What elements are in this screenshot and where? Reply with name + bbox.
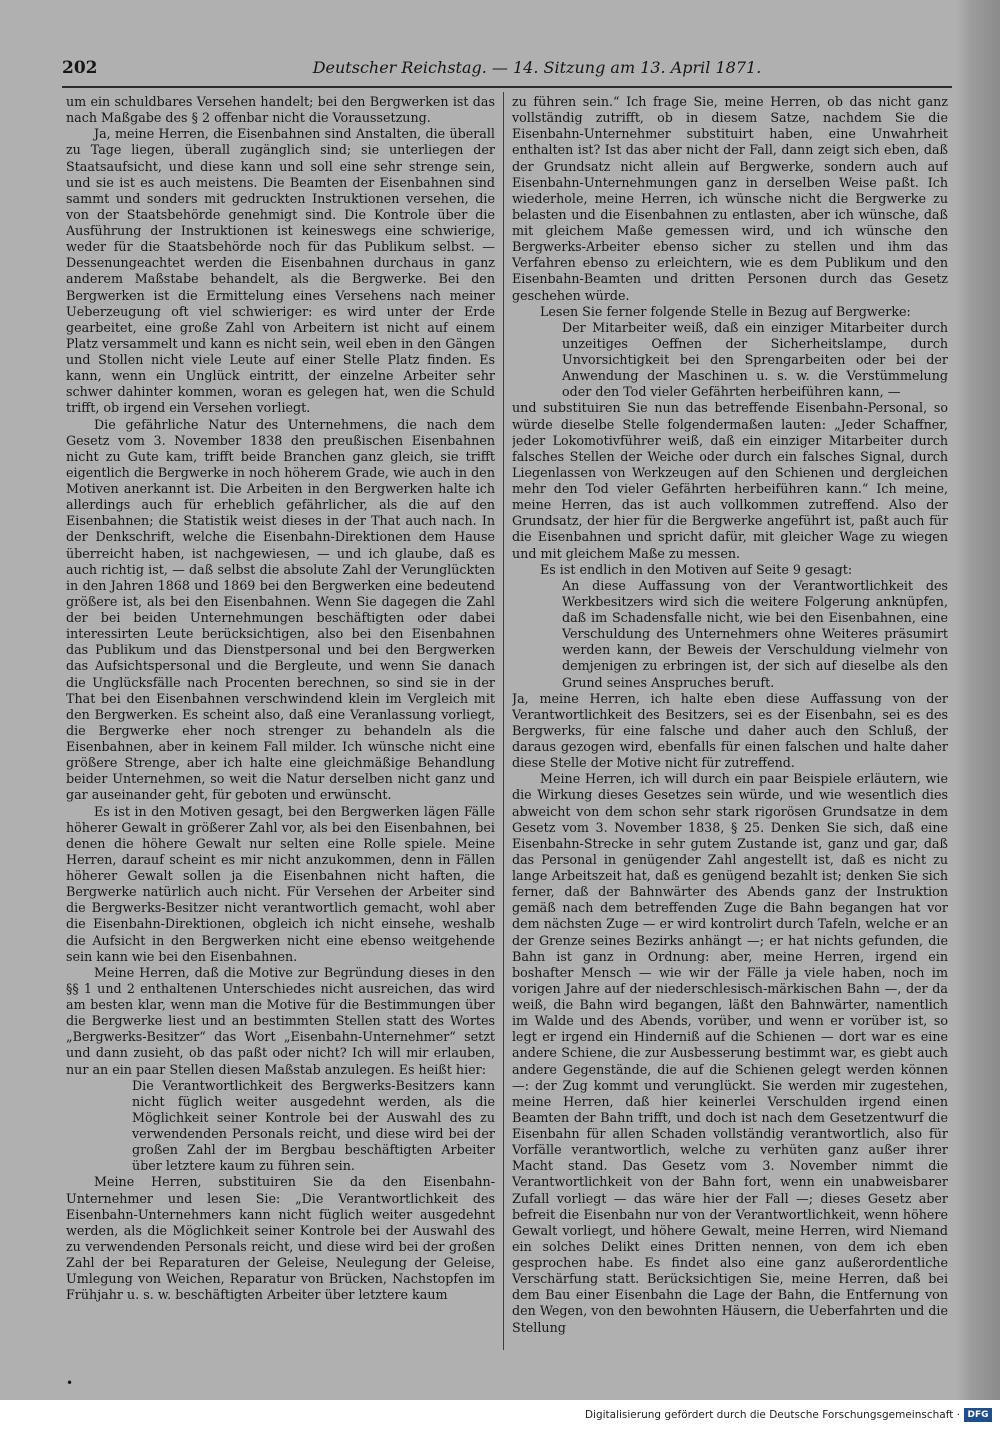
paragraph: und substituiren Sie nun das betreffende Eisenbahn-Personal, so würde dieselbe Stelle folgendermaßen lauten: „Jeder Schaffner, jeder Lokomotivführer weiß, daß ein einziger Mitarbeiter durch falsches Stellen der Weiche oder durch ein falsches Signal, durch Liegenlassen von Werkzeugen auf den Schienen und dergleichen mehr den Tod vieler Gefährten herbeiführen kann.“ Ich meine, meine Herren, das ist auch vollkommen zutreffend. Also der Grundsatz, der hier für die Bergwerke angeführt ist, paßt auch für die Eisenbahnen und spricht dafür, mit gleicher Wage zu wiegen und mit gleichem Maße zu messen. bbox=[512, 400, 948, 561]
quoted-passage: Der Mitarbeiter weiß, daß ein einziger Mitarbeiter durch unzeitiges Oeffnen der Sicherheitslampe, durch Unvorsichtigkeit bei den Sprengarbeiten oder bei der Anwendung der Maschinen u. s. w. die Verstümmelung oder den Tod vieler Gefährten herbeiführen kann, — bbox=[562, 319, 948, 400]
paragraph: Ja, meine Herren, die Eisenbahnen sind Anstalten, die überall zu Tage liegen, überall zugänglich sind; sie unterliegen der Staatsaufsicht, und diese kann und soll eine sehr strenge sein, und sie ist es auch meistens. Die Beamten der Eisenbahnen sind sammt und sonders mit gedruckten Instruktionen versehen, die von der Staatsbehörde genehmigt sind. Die Kontrole über die Ausführung der Instruktionen ist keineswegs eine schwierige, weder für die Staatsbehörde noch für das Publikum selbst. — Dessenungeachtet werden die Eisenbahnen durchaus in ganz anderem Maßstabe behandelt, als die Bergwerke. Bei den Bergwerken ist die Ermittelung eines Versehens nach meiner Ueberzeugung oft viel schwieriger: es wird unter der Erde gearbeitet, eine große Zahl von Arbeitern ist nicht auf einem Platz versammelt und kann es nicht sein, weil eben in den Gängen und Stollen nicht viele Leute auf einer Stelle Platz finden. Es kann, wenn ein Unglück eintritt, der einzelne Arbeiter sehr schwer dahinter kommen, woran es gelegen hat, wen die Schuld trifft, ob irgend ein Versehen vorliegt. bbox=[66, 126, 495, 416]
dfg-credit: Digitalisierung gefördert durch die Deutsche Forschungsgemeinschaft · bbox=[584, 1409, 960, 1421]
dfg-logo: DFG bbox=[964, 1408, 992, 1422]
paragraph: um ein schuldbares Versehen handelt; bei den Bergwerken ist das nach Maßgabe des § 2 offenbar nicht die Voraussetzung. bbox=[66, 94, 495, 126]
paragraph: Meine Herren, daß die Motive zur Begründung dieses in den §§ 1 und 2 enthaltenen Unterschiedes nicht ausreichen, das wird am besten klar, wenn man die Motive für die Bestimmungen über die Bergwerke liest und an bestimmten Stellen statt des Wortes „Bergwerks-Besitzer“ das Wort „Eisenbahn-Unternehmer“ setzt und dann zusieht, ob das paßt oder nicht? Ich will mir erlauben, nur an ein paar Stellen diesen Maßstab anzulegen. Es heißt hier: bbox=[66, 964, 495, 1077]
quoted-passage: An diese Auffassung von der Verantwortlichkeit des Werkbesitzers wird sich die weitere Folgerung anknüpfen, daß im Schadensfalle nicht, wie bei den Eisenbahnen, eine Verschuldung des Unternehmers ohne Weiteres präsumirt werden kann, der Beweis der Verschuldung vielmehr von demjenigen zu erbringen ist, der sich auf dieselbe als den Grund seines Anspruches beruft. bbox=[562, 577, 948, 690]
header-rule bbox=[62, 86, 952, 88]
page-header bbox=[62, 58, 952, 84]
running-title: Deutscher Reichstag. — 14. Sitzung am 13. April 1871. bbox=[312, 58, 762, 77]
page-edge-shadow bbox=[956, 0, 1000, 1400]
margin-mark: • bbox=[66, 1376, 74, 1390]
paragraph: Lesen Sie ferner folgende Stelle in Bezug auf Bergwerke: bbox=[540, 303, 911, 319]
right-column bbox=[512, 94, 948, 1349]
paragraph: Es ist in den Motiven gesagt, bei den Bergwerken lägen Fälle höherer Gewalt in größerer Zahl vor, als bei den Eisenbahnen, bei denen die höhere Gewalt nur selten eine Rolle spiele. Meine Herren, darauf scheint es mir nicht anzukommen, denn in Fällen höherer Gewalt sollen ja die Eisenbahnen nicht haften, die Bergwerke natürlich auch nicht. Für Versehen der Arbeiter sind die Bergwerks-Besitzer nicht verantwortlich gemacht, wohl aber die Eisenbahn-Direktionen, obgleich ich nicht einsehe, weshalb die Aufsicht in den Bergwerken nicht eine ebenso weitgehende sein kann wie bei den Eisenbahnen. bbox=[66, 803, 495, 964]
page-number: 202 bbox=[62, 58, 98, 78]
left-column bbox=[66, 94, 495, 1349]
paragraph: Es ist endlich in den Motiven auf Seite 9 gesagt: bbox=[540, 561, 853, 577]
paragraph: Meine Herren, substituiren Sie da den Eisenbahn-Unternehmer und lesen Sie: „Die Verantwortlichkeit des Eisenbahn-Unternehmers kann nicht füglich weiter ausgedehnt werden, als die Möglichkeit seiner Kontrole bei der Auswahl des zu verwendenden Personals reicht, und diese wird bei der großen Zahl der bei Reparaturen der Geleise, Neulegung der Geleise, Umlegung von Weichen, Reparatur von Brücken, Nachstopfen im Frühjahr u. s. w. beschäftigten Arbeiter über letztere kaum bbox=[66, 1174, 495, 1303]
paragraph: Ja, meine Herren, ich halte eben diese Auffassung von der Verantwortlichkeit des Besitzers, sei es der Eisenbahn, sei es des Bergwerks, für eine falsche und daher auch den Schluß, der daraus gezogen wird, ebenfalls für einen falschen und halte daher diese Stelle der Motive nicht für zutreffend. bbox=[512, 690, 948, 771]
paragraph: zu führen sein.“ Ich frage Sie, meine Herren, ob das nicht ganz vollständig zutrifft, ob in diesem Satze, nachdem Sie die Eisenbahn-Unternehmer substituirt haben, eine Unwahrheit enthalten ist? Ist das aber nicht der Fall, dann zeigt sich eben, daß der Grundsatz nicht allein auf Bergwerke, sondern auch auf Eisenbahn-Unternehmungen ganz in derselben Weise paßt. Ich wiederhole, meine Herren, ich wünsche nicht die Bergwerke zu belasten und die Eisenbahnen zu entlasten, aber ich wünsche, daß mit gleichem Maße gemessen wird, und ich wünsche den Bergwerks-Arbeiter ebenso sicher zu stellen und ihm das Verfahren ebenso zu erleichtern, wie es dem Publikum und den Eisenbahn-Beamten und dritten Personen durch das Gesetz geschehen würde. bbox=[512, 94, 948, 303]
paragraph: Meine Herren, ich will durch ein paar Beispiele erläutern, wie die Wirkung dieses Gesetzes sein würde, und wie wesentlich dies abweicht von dem schon sehr stark rigorösen Grundsatze in dem Gesetz vom 3. November 1838, § 25. Denken Sie sich, daß eine Eisenbahn-Strecke in sehr gutem Zustande ist, ganz und gar, daß das Personal in genügender Zahl angestellt ist, daß es nicht zu lange Arbeitszeit hat, daß es genügend bezahlt ist; denken Sie sich ferner, daß der Bahnwärter des Abends ganz der Instruktion gemäß nach dem betreffenden Zuge die Bahn begangen hat vor dem nächsten Zuge — er wird kontrolirt durch Tafeln, welche er an der Grenze seines Bezirks anhängt —; er hat nichts gefunden, die Bahn ist ganz in Ordnung: aber, meine Herren, irgend ein boshafter Mensch — wie wir der Fälle ja viele haben, noch im vorigen Jahre auf der niederschlesisch-märkischen Bahn —, der da weiß, die Bahn wird begangen, läßt den Bahnwärter, namentlich im Walde und des Abends, vorüber, und wenn er vorüber ist, so legt er irgend ein Hinderniß auf die Schienen — dort war es eine andere Schiene, die zur Ausbesserung bestimmt war, es giebt auch andere Gegenstände, die auf die Schienen gelegt werden können —: der Zug kommt und verunglückt. Sie werden mir zugestehen, meine Herren, daß hier keinerlei Verschulden irgend einen Beamten der Bahn trifft, und doch ist nach dem Gesetzentwurf die Eisenbahn für allen Schaden vollständig verantwortlich, also für Vorfälle verantwortlich, welche zu verhüten ganz außer ihrer Macht stand. Das Gesetz vom 3. November nimmt die Verantwortlichkeit von der Bahn fort, wenn ein unabweisbarer Zufall vorliegt — das wäre hier der Fall —; dieses Gesetz aber befreit die Eisenbahn nur von der Verantwortlichkeit, wenn höhere Gewalt vorliegt, und höhere Gewalt, meine Herren, wird Niemand ein solches Delikt eines Dritten nennen, von dem ich eben gesprochen habe. Es findet also eine ganz außerordentliche Verschärfung statt. Berücksichtigen Sie, meine Herren, daß bei dem Bau einer Eisenbahn die Lage der Bahn, die Entfernung von den Wegen, von den bewohnten Häusern, die Ueberfahrten und die Stellung bbox=[512, 771, 948, 1335]
quoted-passage: Die Verantwortlichkeit des Bergwerks-Besitzers kann nicht füglich weiter ausgedehnt werden, als die Möglichkeit seiner Kontrole bei der Auswahl des zu verwendenden Personals reicht, und diese wird bei der großen Zahl der im Bergbau beschäftigten Arbeiter über letztere kaum zu führen sein. bbox=[132, 1077, 495, 1174]
paragraph: Die gefährliche Natur des Unternehmens, die nach dem Gesetz vom 3. November 1838 den preußischen Eisenbahnen nicht zu Gute kam, trifft beide Branchen ganz gleich, sie trifft eigentlich die Bergwerke in noch höherem Grade, wie auch in den Motiven anerkannt ist. Die Arbeiten in den Bergwerken halte ich allerdings auch für erheblich gefährlicher, als die auf den Eisenbahnen; die Statistik weist dieses in der That auch nach. In der Denkschrift, welche die Eisenbahn-Direktionen dem Hause überreicht haben, ist nachgewiesen, — und ich glaube, daß es auch richtig ist, — daß selbst die absolute Zahl der Verunglückten in den Jahren 1868 und 1869 bei den Bergwerken eine bedeutend größere ist, als bei den Eisenbahnen. Wenn Sie dagegen die Zahl der bei beiden Unternehmungen beschäftigten oder dabei interessirten Leute berücksichtigen, also bei den Eisenbahnen das Publikum und das Dienstpersonal und bei den Bergwerken das Aufsichtspersonal und die Bergleute, und wenn Sie danach die Unglücksfälle nach Procenten berechnen, so sind sie in der That bei den Eisenbahnen verschwindend klein im Vergleich mit den Bergwerken. Es scheint also, daß eine Veranlassung vorliegt, die Bergwerke eher noch strenger zu behandeln als die Eisenbahnen, aber in keinem Fall milder. Ich wünsche nicht eine größere Strenge, aber ich halte eine gleichmäßige Behandlung beider Unternehmen, so weit die Natur derselben nicht ganz und gar auseinander geht, für geboten und erwünscht. bbox=[66, 416, 495, 803]
column-divider bbox=[503, 92, 504, 1350]
digitization-footer bbox=[0, 1400, 1000, 1432]
